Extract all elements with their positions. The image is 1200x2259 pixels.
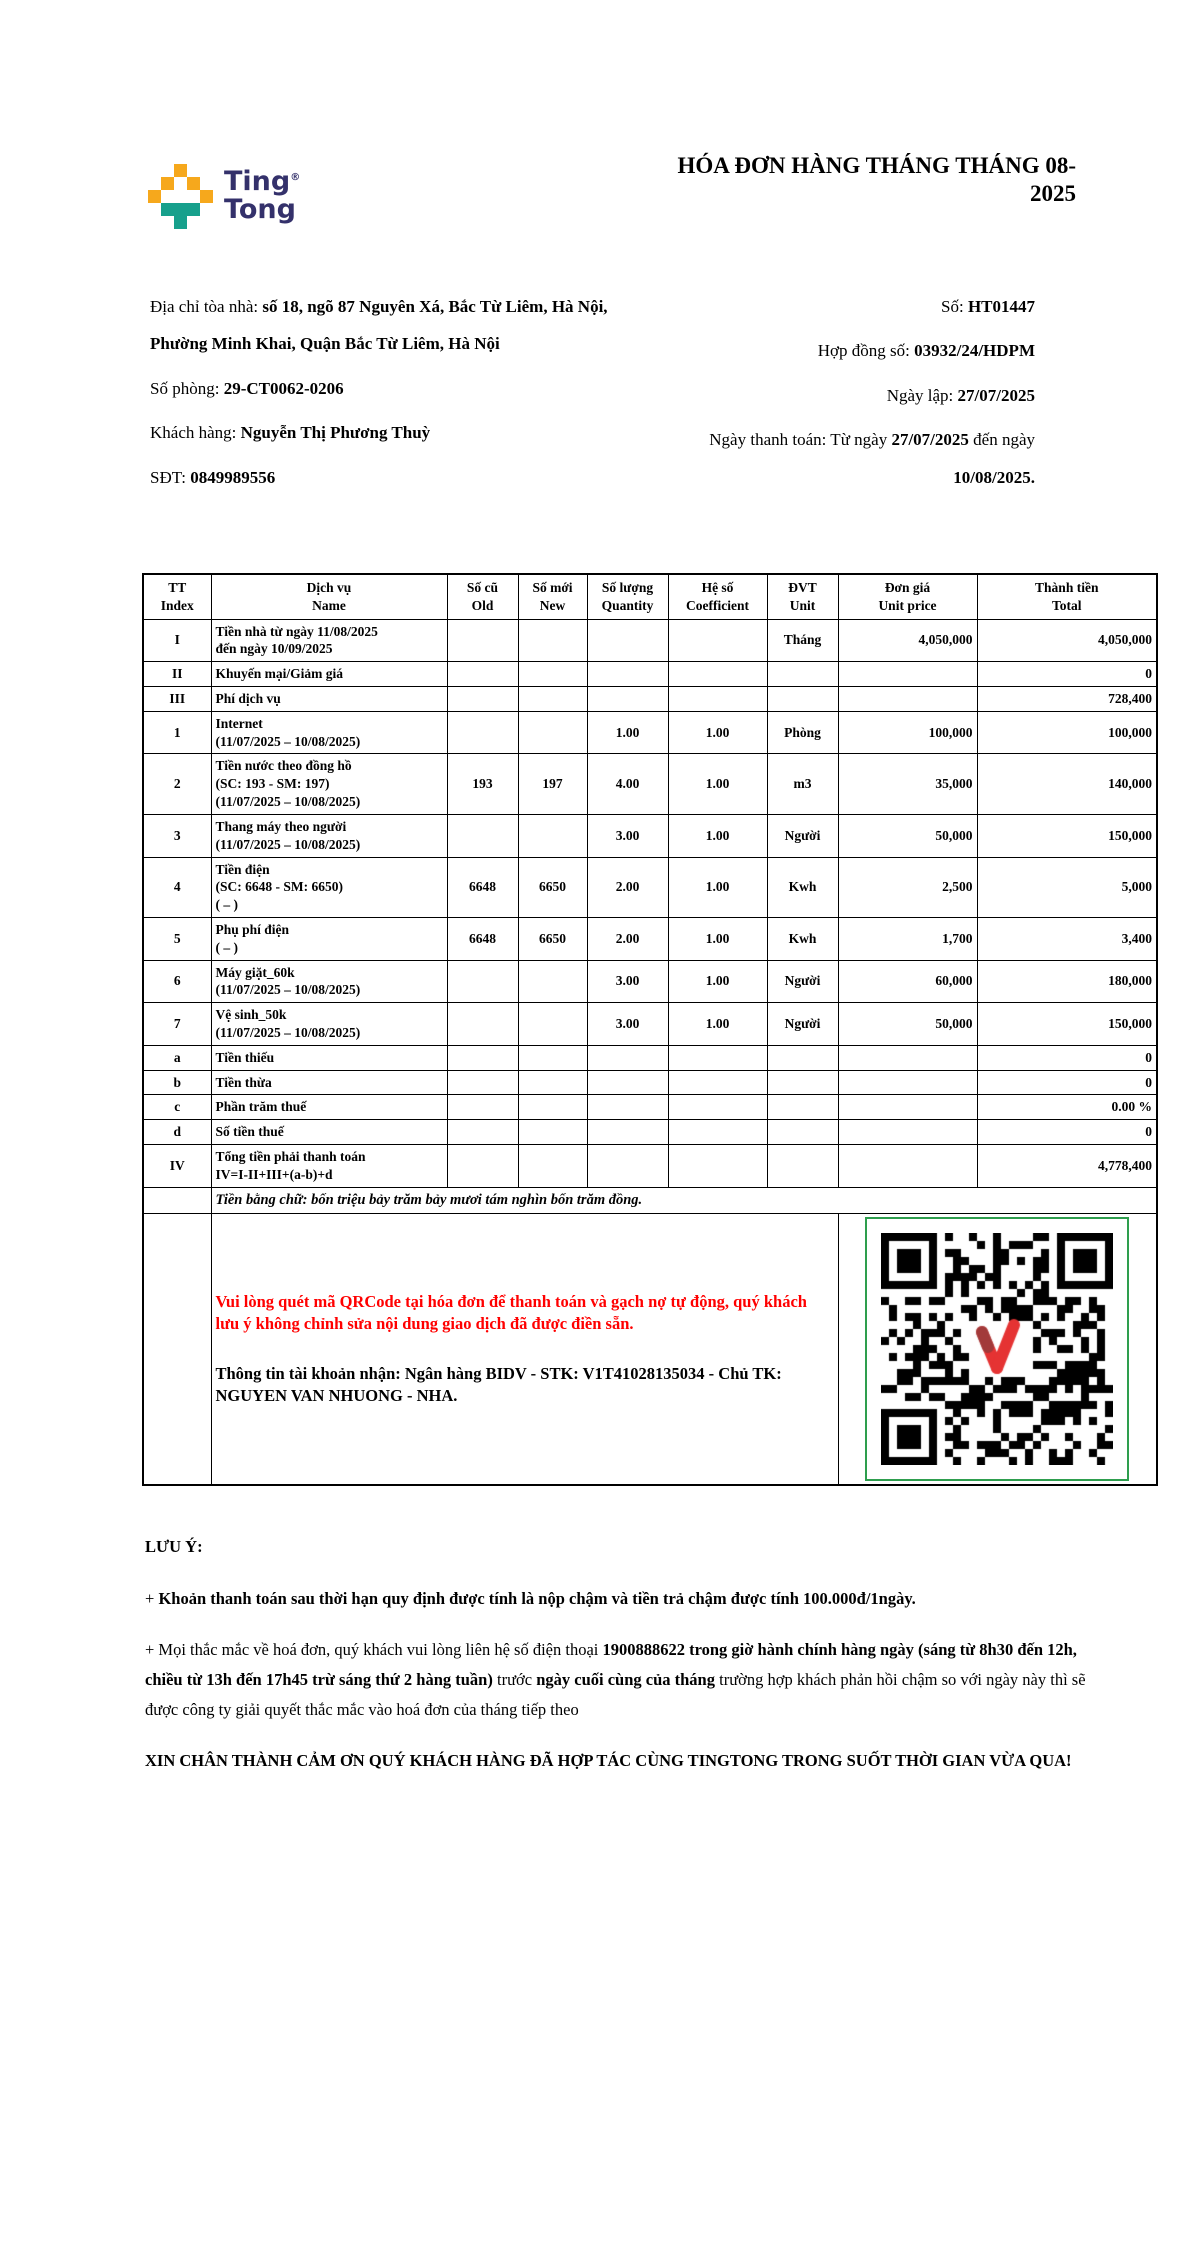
table-cell (587, 1070, 668, 1095)
table-cell (447, 1120, 518, 1145)
table-cell (518, 1120, 587, 1145)
table-cell (518, 619, 587, 662)
col-coefficient: Hệ số Coefficient (668, 574, 767, 619)
table-cell: 60,000 (838, 960, 977, 1003)
table-cell: 4.00 (587, 754, 668, 814)
table-cell (767, 1045, 838, 1070)
room-number: Số phòng: 29-CT0062-0206 (150, 378, 344, 398)
table-row (143, 687, 1157, 712)
table-cell: 0 (977, 1120, 1157, 1145)
table-cell: 6648 (447, 917, 518, 960)
table-cell: Phụ phí điện ( – ) (211, 917, 447, 960)
customer-phone: SĐT: 0849989556 (150, 467, 276, 487)
table-cell: b (143, 1070, 211, 1095)
table-cell: Tháng (767, 619, 838, 662)
table-cell: Phí dịch vụ (211, 687, 447, 712)
table-cell (587, 1145, 668, 1188)
table-row (143, 857, 1157, 917)
table-cell (447, 814, 518, 857)
table-cell: Vệ sinh_50k (11/07/2025 – 10/08/2025) (211, 1003, 447, 1046)
col-unit: ĐVT Unit (767, 574, 838, 619)
table-cell: c (143, 1095, 211, 1120)
issue-date: Ngày lập: 27/07/2025 (886, 385, 1035, 405)
table-cell (447, 1095, 518, 1120)
table-cell (668, 1095, 767, 1120)
table-row (143, 711, 1157, 754)
table-cell (518, 1045, 587, 1070)
table-cell: 3.00 (587, 1003, 668, 1046)
col-quantity: Số lượng Quantity (587, 574, 668, 619)
table-cell: 7 (143, 1003, 211, 1046)
table-cell (587, 1045, 668, 1070)
table-cell: 3.00 (587, 814, 668, 857)
table-cell (587, 1095, 668, 1120)
table-cell: 180,000 (977, 960, 1157, 1003)
table-cell: 1.00 (668, 1003, 767, 1046)
table-cell (767, 1095, 838, 1120)
invoice-table-foot (143, 1187, 1157, 1485)
table-cell (838, 1095, 977, 1120)
table-cell: I (143, 619, 211, 662)
table-cell: Người (767, 1003, 838, 1046)
table-cell: 5,000 (977, 857, 1157, 917)
invoice-notes (145, 1532, 1103, 1776)
invoice-meta (646, 288, 1035, 503)
table-row (143, 1095, 1157, 1120)
amount-in-words: Tiền bằng chữ: bốn triệu bảy trăm bảy mươi tám nghìn bốn trăm đồng. (211, 1187, 1157, 1213)
table-cell: Phần trăm thuế (211, 1095, 447, 1120)
table-cell: 3.00 (587, 960, 668, 1003)
table-cell (668, 1145, 767, 1188)
table-cell (587, 662, 668, 687)
table-cell (447, 687, 518, 712)
table-row (143, 1070, 1157, 1095)
qr-cell (838, 1213, 1157, 1485)
table-cell (767, 1145, 838, 1188)
col-service: Dịch vụ Name (211, 574, 447, 619)
table-cell: 0.00 % (977, 1095, 1157, 1120)
table-cell: Phòng (767, 711, 838, 754)
table-cell (518, 1145, 587, 1188)
brand-line1: Ting (224, 166, 291, 197)
table-cell (518, 687, 587, 712)
notes-heading: LƯU Ý: (145, 1536, 203, 1556)
table-cell: Kwh (767, 917, 838, 960)
table-cell: Khuyến mại/Giảm giá (211, 662, 447, 687)
table-row (143, 814, 1157, 857)
table-cell: a (143, 1045, 211, 1070)
table-row (143, 917, 1157, 960)
invoice-table-body (143, 619, 1157, 1187)
table-cell: 2 (143, 754, 211, 814)
table-cell (838, 1120, 977, 1145)
table-cell (447, 1070, 518, 1095)
table-cell (518, 662, 587, 687)
table-cell: 1.00 (668, 754, 767, 814)
table-cell: Internet (11/07/2025 – 10/08/2025) (211, 711, 447, 754)
table-cell (518, 1095, 587, 1120)
qr-row (143, 1213, 1157, 1485)
table-row (143, 754, 1157, 814)
table-cell: m3 (767, 754, 838, 814)
table-cell: 2,500 (838, 857, 977, 917)
table-cell: Kwh (767, 857, 838, 917)
table-cell: 6 (143, 960, 211, 1003)
bank-account-info: Thông tin tài khoản nhận: Ngân hàng BIDV - STK: V1T41028135034 - Chủ TK: NGUYEN VAN NHUONG - NHA. (215, 1363, 782, 1405)
table-cell: 1.00 (587, 711, 668, 754)
col-total: Thành tiền Total (977, 574, 1157, 619)
table-cell (838, 1045, 977, 1070)
table-cell: 728,400 (977, 687, 1157, 712)
table-cell: 1.00 (668, 711, 767, 754)
table-cell (838, 1145, 977, 1188)
table-cell: 6648 (447, 857, 518, 917)
table-cell: 4,050,000 (838, 619, 977, 662)
table-cell: 1.00 (668, 917, 767, 960)
empty-cell (143, 1213, 211, 1485)
building-address: Địa chỉ tòa nhà: số 18, ngõ 87 Nguyên Xá, Bắc Từ Liêm, Hà Nội, Phường Minh Khai, Quận Bắc Từ Liêm, Hà Nội (150, 297, 608, 354)
table-cell: 6650 (518, 917, 587, 960)
table-cell: IV (143, 1145, 211, 1188)
tingtong-logo-text (224, 168, 300, 223)
table-cell: Tiền thiếu (211, 1045, 447, 1070)
table-cell (838, 1070, 977, 1095)
table-cell: Tổng tiền phải thanh toán IV=I-II+III+(a-b)+d (211, 1145, 447, 1188)
table-cell: Tiền nhà từ ngày 11/08/2025 đến ngày 10/09/2025 (211, 619, 447, 662)
col-unit-price: Đơn giá Unit price (838, 574, 977, 619)
brand-line2: Tong (224, 193, 296, 225)
table-cell: Tiền điện (SC: 6648 - SM: 6650) ( – ) (211, 857, 447, 917)
table-cell: Người (767, 814, 838, 857)
thank-you-note: XIN CHÂN THÀNH CẢM ƠN QUÝ KHÁCH HÀNG ĐÃ HỢP TÁC CÙNG TINGTONG TRONG SUỐT THỜI GIAN VỪA QUA! (145, 1751, 1072, 1771)
table-cell (838, 687, 977, 712)
invoice-title (576, 152, 1076, 208)
table-cell: 2.00 (587, 857, 668, 917)
building-info (150, 288, 646, 503)
empty-cell (143, 1187, 211, 1213)
col-old: Số cũ Old (447, 574, 518, 619)
table-cell (518, 1003, 587, 1046)
table-cell: Máy giặt_60k (11/07/2025 – 10/08/2025) (211, 960, 447, 1003)
invoice-table (142, 573, 1158, 1486)
invoice-title-line2: 2025 (1030, 181, 1076, 207)
table-cell: III (143, 687, 211, 712)
qr-instruction: Vui lòng quét mã QRCode tại hóa đơn để thanh toán và gạch nợ tự động, quý khách lưu ý không chỉnh sửa nội dung giao dịch đã được điền sẵn. (215, 1292, 807, 1334)
customer-name: Khách hàng: Nguyễn Thị Phương Thuỳ (150, 423, 431, 443)
invoice-number: Số: HT01447 (941, 297, 1035, 316)
amount-in-words-row (143, 1187, 1157, 1213)
table-cell: 1.00 (668, 814, 767, 857)
table-cell (767, 1070, 838, 1095)
table-cell: 140,000 (977, 754, 1157, 814)
table-cell: 35,000 (838, 754, 977, 814)
contract-number: Hợp đồng số: 03932/24/HDPM (817, 341, 1035, 361)
table-cell: 1 (143, 711, 211, 754)
table-cell: 100,000 (838, 711, 977, 754)
table-cell: 197 (518, 754, 587, 814)
table-cell (668, 1045, 767, 1070)
table-cell: 1,700 (838, 917, 977, 960)
table-cell: 2.00 (587, 917, 668, 960)
table-cell (447, 1145, 518, 1188)
table-cell: 150,000 (977, 814, 1157, 857)
table-cell: 1.00 (668, 960, 767, 1003)
table-cell: Thang máy theo người (11/07/2025 – 10/08/2025) (211, 814, 447, 857)
table-row (143, 1120, 1157, 1145)
invoice-header (150, 152, 1076, 236)
table-cell (447, 1003, 518, 1046)
table-cell: 4,778,400 (977, 1145, 1157, 1188)
table-cell: Số tiền thuế (211, 1120, 447, 1145)
col-new: Số mới New (518, 574, 587, 619)
table-cell (767, 687, 838, 712)
table-cell (447, 619, 518, 662)
table-row (143, 960, 1157, 1003)
table-cell: 5 (143, 917, 211, 960)
table-row (143, 1003, 1157, 1046)
table-row (143, 1145, 1157, 1188)
table-cell (518, 960, 587, 1003)
table-cell: II (143, 662, 211, 687)
registered-mark: ® (290, 172, 301, 183)
table-cell (447, 662, 518, 687)
table-cell (668, 1070, 767, 1095)
tingtong-logo-icon (150, 162, 212, 236)
table-cell: 0 (977, 662, 1157, 687)
table-cell (668, 619, 767, 662)
table-cell: Tiền nước theo đồng hồ (SC: 193 - SM: 197) (11/07/2025 – 10/08/2025) (211, 754, 447, 814)
table-cell (447, 1045, 518, 1070)
table-cell (587, 619, 668, 662)
note-late-payment: + Khoản thanh toán sau thời hạn quy định được tính là nộp chậm và tiền trả chậm được tính 100.000đ/1ngày. (145, 1588, 916, 1608)
table-cell: 50,000 (838, 814, 977, 857)
table-cell: 50,000 (838, 1003, 977, 1046)
table-cell (838, 662, 977, 687)
table-cell: 4,050,000 (977, 619, 1157, 662)
table-cell (518, 814, 587, 857)
invoice-info (150, 288, 1035, 503)
qr-text-cell (211, 1213, 838, 1485)
table-cell (668, 662, 767, 687)
table-cell: 0 (977, 1070, 1157, 1095)
table-row (143, 662, 1157, 687)
table-cell: 3 (143, 814, 211, 857)
invoice-title-line1: HÓA ĐƠN HÀNG THÁNG THÁNG 08- (677, 153, 1076, 178)
table-cell: Tiền thừa (211, 1070, 447, 1095)
table-cell (767, 1120, 838, 1145)
qr-code (881, 1233, 1113, 1465)
table-cell: 3,400 (977, 917, 1157, 960)
table-cell (587, 687, 668, 712)
table-cell: d (143, 1120, 211, 1145)
table-cell: Người (767, 960, 838, 1003)
col-index: TT Index (143, 574, 211, 619)
table-cell: 0 (977, 1045, 1157, 1070)
qr-frame (865, 1217, 1129, 1481)
table-cell: 150,000 (977, 1003, 1157, 1046)
table-cell (447, 960, 518, 1003)
table-cell: 1.00 (668, 857, 767, 917)
table-cell (518, 1070, 587, 1095)
note-contact: + Mọi thắc mắc về hoá đơn, quý khách vui lòng liên hệ số điện thoại 1900888622 trong giờ hành chính hàng ngày (sáng từ 8h30 đến 12h, chiều từ 13h đến 17h45 trừ sáng thứ 2 hàng tuần) trước ngày cuối cùng của tháng trường hợp khách phản hồi chậm so với ngày này thì sẽ được công ty giải quyết thắc mắc vào hoá đơn của tháng tiếp theo (145, 1640, 1086, 1719)
table-header-row (143, 574, 1157, 619)
table-cell: 193 (447, 754, 518, 814)
table-cell (587, 1120, 668, 1145)
invoice-table-head (143, 574, 1157, 619)
table-cell: 6650 (518, 857, 587, 917)
table-cell: 100,000 (977, 711, 1157, 754)
table-row (143, 1045, 1157, 1070)
table-cell (447, 711, 518, 754)
table-cell (767, 662, 838, 687)
tingtong-logo (150, 162, 300, 236)
table-cell: 4 (143, 857, 211, 917)
payment-period: Ngày thanh toán: Từ ngày 27/07/2025 đến ngày 10/08/2025. (709, 430, 1035, 487)
table-cell (668, 1120, 767, 1145)
table-cell (518, 711, 587, 754)
table-row (143, 619, 1157, 662)
table-cell (668, 687, 767, 712)
